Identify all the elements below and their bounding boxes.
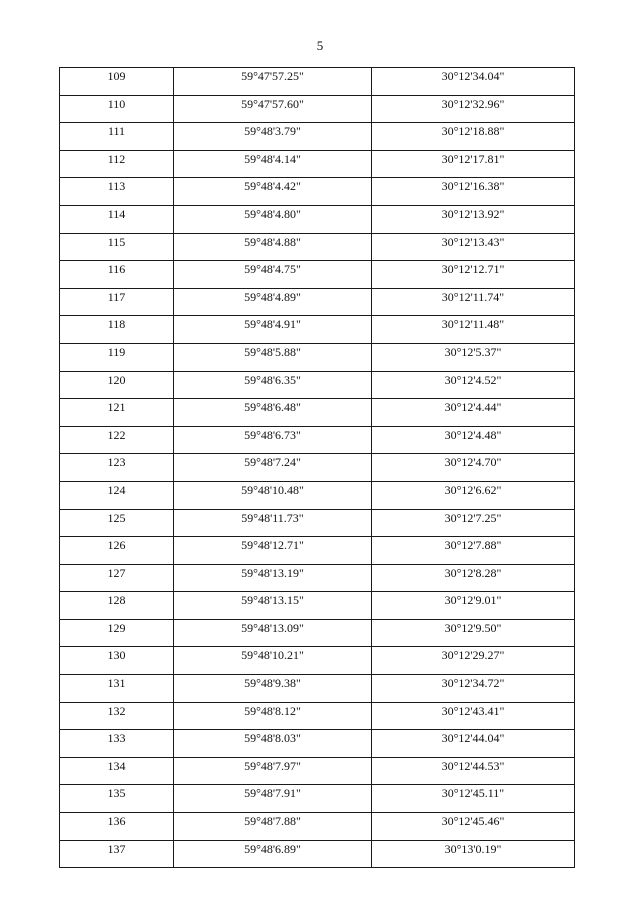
longitude-cell: 30°12'4.48" <box>372 426 575 454</box>
table-row <box>60 205 575 233</box>
latitude-cell: 59°48'6.73" <box>174 426 372 454</box>
latitude-cell: 59°48'10.48" <box>174 481 372 509</box>
point-number-cell: 110 <box>60 95 174 123</box>
longitude-cell: 30°12'4.52" <box>372 371 575 399</box>
point-number-cell: 119 <box>60 343 174 371</box>
table-row <box>60 68 575 96</box>
longitude-cell: 30°12'9.50" <box>372 619 575 647</box>
latitude-cell: 59°48'13.19" <box>174 564 372 592</box>
table-row <box>60 178 575 206</box>
table-row <box>60 233 575 261</box>
table-row <box>60 316 575 344</box>
table-row <box>60 371 575 399</box>
table-row <box>60 702 575 730</box>
point-number-cell: 126 <box>60 537 174 565</box>
point-number-cell: 117 <box>60 288 174 316</box>
latitude-cell: 59°48'7.97" <box>174 757 372 785</box>
point-number-cell: 127 <box>60 564 174 592</box>
table-row <box>60 481 575 509</box>
table-row <box>60 840 575 868</box>
point-number-cell: 130 <box>60 647 174 675</box>
latitude-cell: 59°48'10.21" <box>174 647 372 675</box>
latitude-cell: 59°47'57.25" <box>174 68 372 96</box>
table-row <box>60 399 575 427</box>
table-row <box>60 675 575 703</box>
point-number-cell: 112 <box>60 150 174 178</box>
latitude-cell: 59°48'4.14" <box>174 150 372 178</box>
longitude-cell: 30°12'34.72" <box>372 675 575 703</box>
point-number-cell: 114 <box>60 205 174 233</box>
longitude-cell: 30°12'12.71" <box>372 261 575 289</box>
point-number-cell: 122 <box>60 426 174 454</box>
table-row <box>60 454 575 482</box>
point-number-cell: 133 <box>60 730 174 758</box>
point-number-cell: 129 <box>60 619 174 647</box>
table-row <box>60 426 575 454</box>
table-row <box>60 343 575 371</box>
latitude-cell: 59°47'57.60" <box>174 95 372 123</box>
longitude-cell: 30°12'7.88" <box>372 537 575 565</box>
longitude-cell: 30°12'32.96" <box>372 95 575 123</box>
table-row <box>60 564 575 592</box>
latitude-cell: 59°48'6.89" <box>174 840 372 868</box>
longitude-cell: 30°12'44.04" <box>372 730 575 758</box>
longitude-cell: 30°12'7.25" <box>372 509 575 537</box>
point-number-cell: 115 <box>60 233 174 261</box>
table-row <box>60 592 575 620</box>
point-number-cell: 120 <box>60 371 174 399</box>
latitude-cell: 59°48'6.48" <box>174 399 372 427</box>
latitude-cell: 59°48'13.15" <box>174 592 372 620</box>
point-number-cell: 124 <box>60 481 174 509</box>
point-number-cell: 137 <box>60 840 174 868</box>
latitude-cell: 59°48'8.12" <box>174 702 372 730</box>
table-row <box>60 730 575 758</box>
point-number-cell: 136 <box>60 813 174 841</box>
longitude-cell: 30°13'0.19" <box>372 840 575 868</box>
longitude-cell: 30°12'34.04" <box>372 68 575 96</box>
latitude-cell: 59°48'4.88" <box>174 233 372 261</box>
longitude-cell: 30°12'29.27" <box>372 647 575 675</box>
longitude-cell: 30°12'13.92" <box>372 205 575 233</box>
point-number-cell: 128 <box>60 592 174 620</box>
latitude-cell: 59°48'11.73" <box>174 509 372 537</box>
longitude-cell: 30°12'5.37" <box>372 343 575 371</box>
longitude-cell: 30°12'45.11" <box>372 785 575 813</box>
latitude-cell: 59°48'7.88" <box>174 813 372 841</box>
point-number-cell: 134 <box>60 757 174 785</box>
latitude-cell: 59°48'4.89" <box>174 288 372 316</box>
latitude-cell: 59°48'4.42" <box>174 178 372 206</box>
latitude-cell: 59°48'4.75" <box>174 261 372 289</box>
table-row <box>60 509 575 537</box>
latitude-cell: 59°48'3.79" <box>174 123 372 151</box>
point-number-cell: 111 <box>60 123 174 151</box>
table-row <box>60 647 575 675</box>
longitude-cell: 30°12'4.44" <box>372 399 575 427</box>
point-number-cell: 132 <box>60 702 174 730</box>
longitude-cell: 30°12'8.28" <box>372 564 575 592</box>
table-row <box>60 150 575 178</box>
longitude-cell: 30°12'16.38" <box>372 178 575 206</box>
latitude-cell: 59°48'4.91" <box>174 316 372 344</box>
latitude-cell: 59°48'12.71" <box>174 537 372 565</box>
latitude-cell: 59°48'8.03" <box>174 730 372 758</box>
longitude-cell: 30°12'18.88" <box>372 123 575 151</box>
longitude-cell: 30°12'43.41" <box>372 702 575 730</box>
longitude-cell: 30°12'11.74" <box>372 288 575 316</box>
point-number-cell: 109 <box>60 68 174 96</box>
latitude-cell: 59°48'9.38" <box>174 675 372 703</box>
point-number-cell: 121 <box>60 399 174 427</box>
point-number-cell: 135 <box>60 785 174 813</box>
point-number-cell: 113 <box>60 178 174 206</box>
coordinates-table-body <box>60 68 575 868</box>
latitude-cell: 59°48'7.91" <box>174 785 372 813</box>
point-number-cell: 125 <box>60 509 174 537</box>
point-number-cell: 123 <box>60 454 174 482</box>
table-row <box>60 261 575 289</box>
latitude-cell: 59°48'4.80" <box>174 205 372 233</box>
table-row <box>60 785 575 813</box>
table-row <box>60 813 575 841</box>
table-row <box>60 619 575 647</box>
longitude-cell: 30°12'11.48" <box>372 316 575 344</box>
coordinates-table <box>59 67 575 868</box>
point-number-cell: 131 <box>60 675 174 703</box>
longitude-cell: 30°12'13.43" <box>372 233 575 261</box>
page-number: 5 <box>316 38 324 53</box>
longitude-cell: 30°12'9.01" <box>372 592 575 620</box>
longitude-cell: 30°12'44.53" <box>372 757 575 785</box>
latitude-cell: 59°48'13.09" <box>174 619 372 647</box>
point-number-cell: 116 <box>60 261 174 289</box>
longitude-cell: 30°12'17.81" <box>372 150 575 178</box>
table-row <box>60 288 575 316</box>
table-row <box>60 95 575 123</box>
point-number-cell: 118 <box>60 316 174 344</box>
latitude-cell: 59°48'5.88" <box>174 343 372 371</box>
latitude-cell: 59°48'7.24" <box>174 454 372 482</box>
longitude-cell: 30°12'6.62" <box>372 481 575 509</box>
table-row <box>60 123 575 151</box>
table-row <box>60 757 575 785</box>
latitude-cell: 59°48'6.35" <box>174 371 372 399</box>
table-row <box>60 537 575 565</box>
longitude-cell: 30°12'45.46" <box>372 813 575 841</box>
longitude-cell: 30°12'4.70" <box>372 454 575 482</box>
